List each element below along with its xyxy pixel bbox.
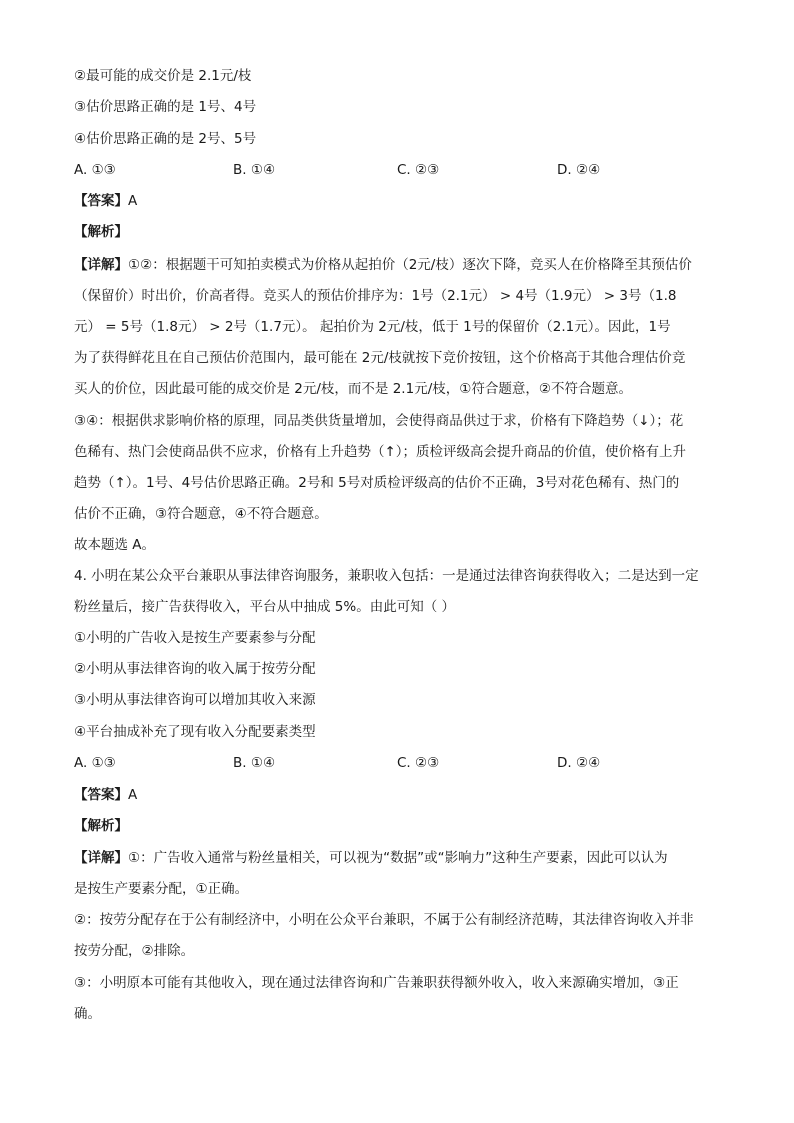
q4-option-b: B. ①④ xyxy=(233,755,276,771)
analysis-label: 【解析】 xyxy=(74,818,128,834)
q4-detail-line: ②：按劳分配存在于公有制经济中，小明在公众平台兼职，不属于公有制经济范畴，其法律咨询收入并非 xyxy=(74,912,694,928)
q4-detail-line: ③：小明原本可能有其他收入，现在通过法律咨询和广告兼职获得额外收入，收入来源确实增加，③正 xyxy=(74,975,679,991)
q3-analysis-label xyxy=(74,222,724,242)
q4-answer xyxy=(74,785,724,805)
q4-analysis-label xyxy=(74,816,724,836)
q3-conclusion: 故本题选 A。 xyxy=(74,537,156,553)
q4-stem-line: 粉丝量后，接广告获得收入，平台从中抽成 5%。由此可知（ ） xyxy=(74,599,455,615)
q3-detail-line: 为了获得鲜花且在自己预估价范围内，最可能在 2元/枝就按下竞价按钮，这个价格高于其他合理估价竞 xyxy=(74,350,686,366)
q3-option-a: A. ①③ xyxy=(74,162,116,178)
q4-option-c: C. ②③ xyxy=(397,755,440,771)
q3-detail-line: ③④：根据供求影响价格的原理，同品类供货量增加，会使得商品供过于求，价格有下降趋势（↓）；花 xyxy=(74,413,684,429)
q3-option-c: C. ②③ xyxy=(397,162,440,178)
analysis-label: 【解析】 xyxy=(74,224,128,240)
detail-text: ①②：根据题干可知拍卖模式为价格从起拍价（2元/枝）逐次下降，竞买人在价格降至其预估价 xyxy=(128,257,692,273)
q3-item-2: ②最可能的成交价是 2.1元/枝 xyxy=(74,68,252,84)
q4-detail-line: 按劳分配，②排除。 xyxy=(74,943,195,959)
q3-detail-line: 元） = 5号（1.8元） > 2号（1.7元）。 起拍价为 2元/枝，低于 1号的保留价（2.1元）。因此，1号 xyxy=(74,319,671,335)
q4-item-3: ③小明从事法律咨询可以增加其收入来源 xyxy=(74,692,316,708)
q3-detail-line: 买人的价位，因此最可能的成交价是 2元/枝，而不是 2.1元/枝，①符合题意，②不符合题意。 xyxy=(74,381,632,397)
q4-detail-line xyxy=(74,848,724,868)
q3-detail-line: 趋势（↑）。1号、4号估价思路正确。2号和 5号对质检评级高的估价不正确，3号对花色稀有、热门的 xyxy=(74,475,680,491)
q3-option-d: D. ②④ xyxy=(557,162,601,178)
detail-label: 【详解】 xyxy=(74,850,128,866)
q3-item-4: ④估价思路正确的是 2号、5号 xyxy=(74,131,257,147)
q3-detail-line: 色稀有、热门会使商品供不应求，价格有上升趋势（↑）；质检评级高会提升商品的价值，使价格有上升 xyxy=(74,444,687,460)
detail-text: ①：广告收入通常与粉丝量相关，可以视为“数据”或“影响力”这种生产要素，因此可以认为 xyxy=(128,850,668,866)
q3-detail-line xyxy=(74,255,724,275)
q3-item-3: ③估价思路正确的是 1号、4号 xyxy=(74,99,257,115)
answer-value: A xyxy=(128,787,138,803)
answer-label: 【答案】 xyxy=(74,787,128,803)
q4-detail-line: 确。 xyxy=(74,1006,101,1022)
answer-label: 【答案】 xyxy=(74,193,128,209)
q4-detail-line: 是按生产要素分配，①正确。 xyxy=(74,881,249,897)
q4-item-2: ②小明从事法律咨询的收入属于按劳分配 xyxy=(74,661,316,677)
q4-item-4: ④平台抽成补充了现有收入分配要素类型 xyxy=(74,724,316,740)
q3-detail-line: 估价不正确，③符合题意，④不符合题意。 xyxy=(74,506,328,522)
q4-option-d: D. ②④ xyxy=(557,755,601,771)
q3-detail-line: （保留价）时出价，价高者得。竞买人的预估价排序为：1号（2.1元） > 4号（1.9元） > 3号（1.8 xyxy=(74,288,677,304)
q3-option-b: B. ①④ xyxy=(233,162,276,178)
q3-answer xyxy=(74,191,724,211)
q4-item-1: ①小明的广告收入是按生产要素参与分配 xyxy=(74,630,316,646)
detail-label: 【详解】 xyxy=(74,257,128,273)
q4-option-a: A. ①③ xyxy=(74,755,116,771)
answer-value: A xyxy=(128,193,138,209)
q4-stem-line: 4. 小明在某公众平台兼职从事法律咨询服务，兼职收入包括：一是通过法律咨询获得收入；二是达到一定 xyxy=(74,568,699,584)
